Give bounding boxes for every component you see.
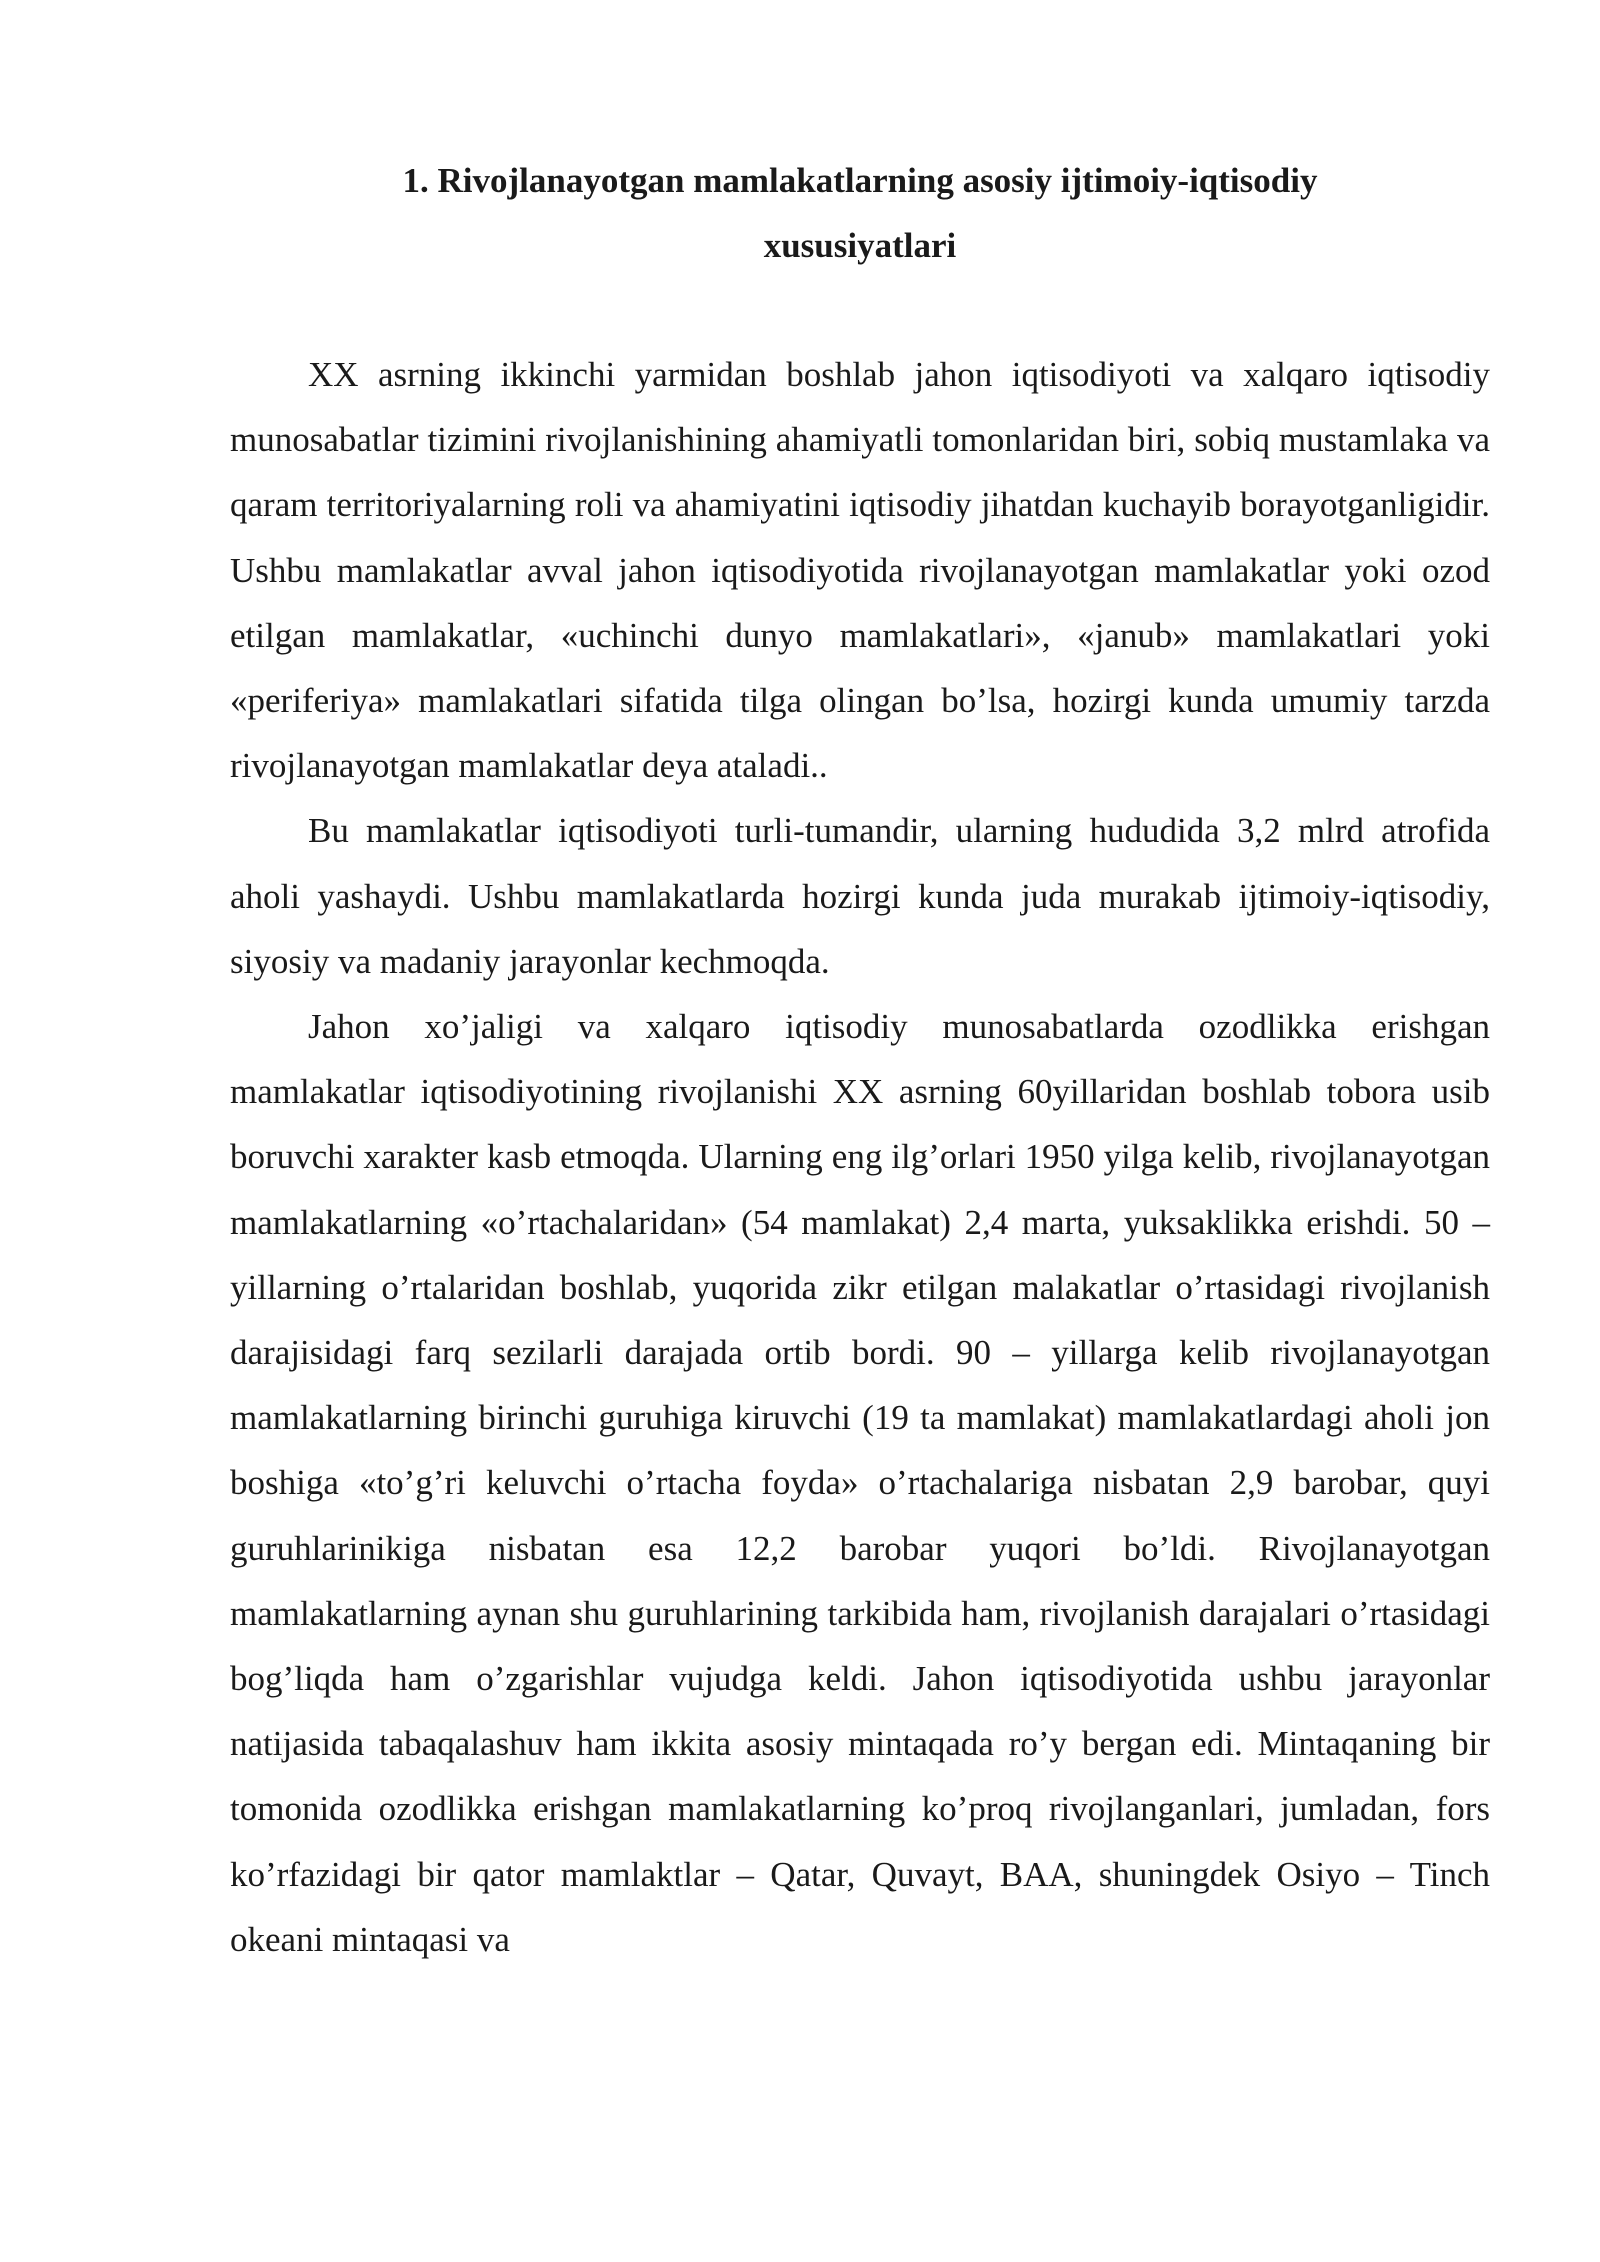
document-title: [230, 148, 1490, 278]
paragraph-2: Bu mamlakatlar iqtisodiyoti turli-tumandir, ularning hududida 3,2 mlrd atrofida aholi yashaydi. Ushbu mamlakatlarda hozirgi kunda juda murakab ijtimoiy-iqtisodiy, siyosiy va madaniy jarayonlar kechmoqda.: [230, 811, 1490, 981]
document-body: [230, 342, 1490, 1972]
title-line-2: xususiyatlari: [763, 226, 957, 265]
title-line-1: 1. Rivojlanayotgan mamlakatlarning asosiy ijtimoiy-iqtisodiy: [402, 161, 1318, 200]
paragraph-1: XX asrning ikkinchi yarmidan boshlab jahon iqtisodiyoti va xalqaro iqtisodiy munosabatlar tizimini rivojlanishining ahamiyatli tomonlaridan biri, sobiq mustamlaka va qaram territoriyalarning roli va ahamiyatini iqtisodiy jihatdan kuchayib borayotganligidir. Ushbu mamlakatlar avval jahon iqtisodiyotida rivojlanayotgan mamlakatlar yoki ozod etilgan mamlakatlar, «uchinchi dunyo mamlakatlari», «janub» mamlakatlari yoki «periferiya» mamlakatlari sifatida tilga olingan bo’lsa, hozirgi kunda umumiy tarzda rivojlanayotgan mamlakatlar deya ataladi..: [230, 355, 1490, 786]
paragraph-3: Jahon xo’jaligi va xalqaro iqtisodiy munosabatlarda ozodlikka erishgan mamlakatlar iqtisodiyotining rivojlanishi XX asrning 60yillaridan boshlab tobora usib boruvchi xarakter kasb etmoqda. Ularning eng ilg’orlari 1950 yilga kelib, rivojlanayotgan mamlakatlarning «o’rtachalaridan» (54 mamlakat) 2,4 marta, yuksaklikka erishdi. 50 – yillarning o’rtalaridan boshlab, yuqorida zikr etilgan malakatlar o’rtasidagi rivojlanish darajisidagi farq sezilarli darajada ortib bordi. 90 – yillarga kelib rivojlanayotgan mamlakatlarning birinchi guruhiga kiruvchi (19 ta mamlakat) mamlakatlardagi aholi jon boshiga «to’g’ri keluvchi o’rtacha foyda» o’rtachalariga nisbatan 2,9 barobar, quyi guruhlarinikiga nisbatan esa 12,2 barobar yuqori bo’ldi. Rivojlanayotgan mamlakatlarning aynan shu guruhlarining tarkibida ham, rivojlanish darajalari o’rtasidagi bog’liqda ham o’zgarishlar vujudga keldi. Jahon iqtisodiyotida ushbu jarayonlar natijasida tabaqalashuv ham ikkita asosiy mintaqada ro’y bergan edi. Mintaqaning bir tomonida ozodlikka erishgan mamlakatlarning ko’proq rivojlanganlari, jumladan, fors ko’rfazidagi bir qator mamlaktlar – Qatar, Quvayt, BAA, shuningdek Osiyo – Tinch okeani mintaqasi va: [230, 1007, 1490, 1959]
